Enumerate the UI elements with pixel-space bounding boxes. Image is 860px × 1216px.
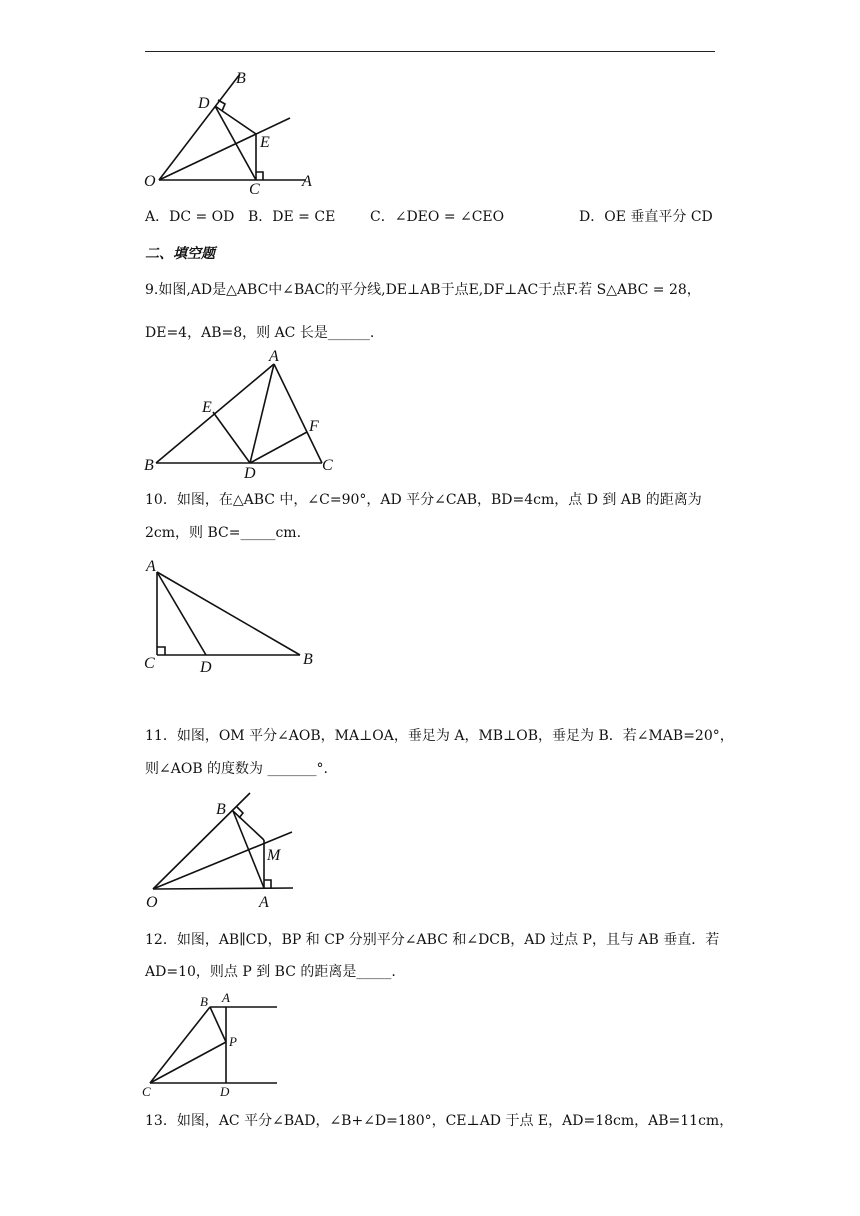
fig3-label-D: D	[200, 659, 212, 676]
figure-q8	[140, 62, 330, 197]
fig1-label-A: A	[302, 173, 312, 190]
option-b: B．DE = CE	[248, 209, 336, 225]
section-title: 二、填空题	[145, 246, 215, 262]
fig5-label-B: B	[200, 994, 208, 1009]
fig5-label-A: A	[222, 990, 230, 1005]
fig5-label-C: C	[142, 1084, 151, 1099]
figure-q11	[140, 790, 310, 915]
q11-line2: 则∠AOB 的度数为 _______°.	[145, 761, 328, 777]
q11-line1: 11．如图，OM 平分∠AOB，MA⊥OA，垂足为 A，MB⊥OB，垂足为 B．若∠MAB=20°，	[145, 728, 734, 744]
fig1-label-O: O	[144, 173, 156, 190]
option-d: D．OE 垂直平分 CD	[579, 209, 713, 225]
fig2-label-F: F	[309, 418, 319, 435]
fig1-label-D: D	[198, 95, 210, 112]
figure-q9	[140, 348, 340, 482]
option-a: A．DC = OD	[145, 209, 235, 225]
fig3-label-A: A	[146, 558, 156, 575]
fig4-label-B: B	[216, 801, 226, 818]
q12-line1: 12．如图，AB∥CD，BP 和 CP 分别平分∠ABC 和∠DCB，AD 过点 P，且与 AB 垂直．若	[145, 932, 720, 948]
q9-line1: 9.如图,AD是△ABC中∠BAC的平分线,DE⊥AB于点E,DF⊥AC于点F.若 S△ABC = 28，	[145, 282, 701, 298]
fig4-label-A: A	[259, 894, 269, 911]
option-c: C．∠DEO = ∠CEO	[370, 209, 505, 225]
q12-line2: AD=10，则点 P 到 BC 的距离是_____.	[145, 964, 396, 980]
fig5-label-D: D	[220, 1084, 230, 1099]
q13-line1: 13．如图，AC 平分∠BAD，∠B+∠D=180°，CE⊥AD 于点 E，AD=18cm，AB=11cm，	[145, 1113, 734, 1129]
figure-q10	[140, 556, 330, 676]
fig2-label-B: B	[144, 457, 154, 474]
q10-line2: 2cm，则 BC=_____cm.	[145, 525, 302, 541]
fig4-label-O: O	[146, 894, 158, 911]
fig2-label-E: E	[202, 399, 212, 416]
fig2-label-D: D	[244, 465, 256, 482]
header-rule	[145, 51, 715, 52]
q10-line1: 10．如图，在△ABC 中，∠C=90°，AD 平分∠CAB，BD=4cm，点 D 到 AB 的距离为	[145, 492, 702, 508]
fig3-label-B: B	[303, 651, 313, 668]
fig5-label-P: P	[229, 1034, 237, 1049]
fig2-label-A: A	[269, 348, 279, 365]
fig1-label-E: E	[260, 134, 270, 151]
fig4-label-M: M	[267, 847, 281, 864]
fig1-label-C: C	[249, 181, 260, 198]
q9-line2: DE=4，AB=8，则 AC 长是______.	[145, 325, 375, 341]
fig1-label-B: B	[236, 70, 246, 87]
fig2-label-C: C	[322, 457, 333, 474]
fig3-label-C: C	[144, 655, 155, 672]
figure-q12	[140, 992, 285, 1102]
